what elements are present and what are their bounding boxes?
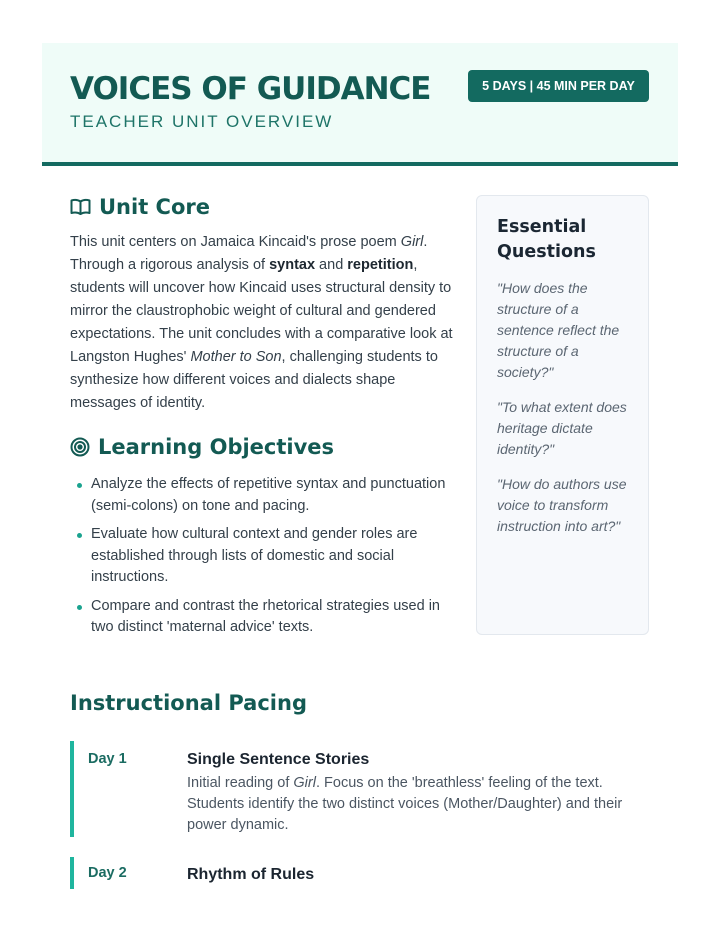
open-book-icon <box>70 198 91 216</box>
day-label: Day 2 <box>88 865 127 881</box>
target-icon <box>70 437 90 457</box>
day-title: Single Sentence Stories <box>187 751 370 768</box>
essential-questions-title: Essential Questions <box>497 217 596 262</box>
pacing-day-2 <box>70 857 650 889</box>
day-label: Day 1 <box>88 751 127 767</box>
learning-objectives-heading <box>70 435 334 459</box>
page-subtitle: TEACHER UNIT OVERVIEW <box>70 112 334 131</box>
work-title-mother-to-son: Mother to Son <box>190 349 282 365</box>
unit-core-heading <box>70 195 210 219</box>
day-content <box>187 864 657 886</box>
list-item: Compare and contrast the rhetorical strategies used in two distinct 'maternal advice' texts. <box>70 596 462 639</box>
essential-question: "To what extent does heritage dictate identity?" <box>497 399 627 457</box>
pacing-day-1 <box>70 741 650 837</box>
term-syntax: syntax <box>269 257 316 273</box>
header-banner <box>42 43 678 166</box>
work-title-girl: Girl <box>400 234 424 250</box>
list-item: Analyze the effects of repetitive syntax and punctuation (semi-colons) on tone and pacing. <box>70 474 462 517</box>
term-repetition: repetition <box>347 257 414 273</box>
day-title: Rhythm of Rules <box>187 866 315 883</box>
day-desc-text-1: Initial reading of <box>187 775 294 791</box>
page-title: VOICES OF GUIDANCE <box>70 71 431 107</box>
essential-questions-panel <box>476 195 649 635</box>
unit-core-paragraph <box>70 231 462 415</box>
unit-core-text-3: and <box>315 257 348 273</box>
learning-objectives-heading-text: Learning Objectives <box>98 435 335 459</box>
list-item: Evaluate how cultural context and gender roles are established through lists of domestic and social instructions. <box>70 524 462 589</box>
unit-core-text-5: , challenging students to synthesize how different voices and dialects shape messages of identity. <box>70 349 438 411</box>
unit-core-text-2: . Through a rigorous analysis of <box>70 234 428 273</box>
day-desc-text-2: . Focus on the 'breathless' feeling of the text. Students identify the two distinct voices (Mother/Daughter) and their power dynamic. <box>187 775 623 833</box>
day-description <box>187 773 657 836</box>
instructional-pacing-heading: Instructional Pacing <box>70 691 307 715</box>
objectives-list <box>70 474 462 646</box>
essential-question: "How do authors use voice to transform instruction into art?" <box>497 476 627 534</box>
work-title-girl: Girl <box>293 775 316 791</box>
unit-core-text-4: , students will uncover how Kincaid uses structural density to mirror the claustrophobic weight of cultural and gendered expectations. The unit concludes with a comparative look at Langston Hughes' <box>70 257 453 365</box>
unit-core-heading-text: Unit Core <box>99 195 210 219</box>
duration-badge: 5 DAYS | 45 MIN PER DAY <box>468 70 649 102</box>
essential-question: "How does the structure of a sentence reflect the structure of a society?" <box>497 280 620 380</box>
unit-core-text-1: This unit centers on Jamaica Kincaid's prose poem <box>70 234 401 250</box>
day-content <box>187 749 657 836</box>
